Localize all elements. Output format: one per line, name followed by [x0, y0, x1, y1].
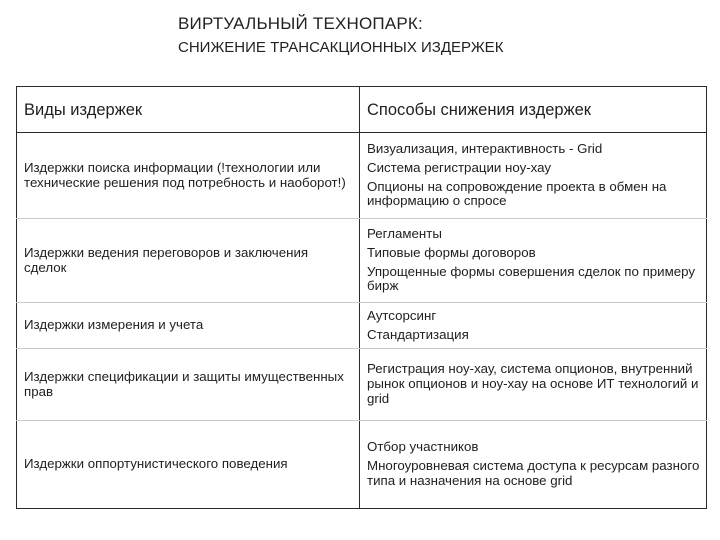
- table-header-row: [17, 87, 707, 133]
- cost-type-cell: Издержки поиска информации (!технологии или технические решения под потребность и наоборот!): [17, 133, 360, 219]
- method-item: Упрощенные формы совершения сделок по примеру бирж: [367, 263, 696, 294]
- table-row: [17, 303, 707, 349]
- methods-cell: [360, 219, 707, 303]
- cost-type-cell: Издержки спецификации и защиты имущественных прав: [17, 349, 360, 421]
- page-title: ВИРТУАЛЬНЫЙ ТЕХНОПАРК:: [178, 14, 423, 33]
- cost-type-cell: Издержки оппортунистического поведения: [17, 421, 360, 509]
- method-item: Система регистрации ноу-хау: [367, 159, 552, 175]
- methods-cell: [360, 421, 707, 509]
- header-cost-types: Виды издержек: [17, 87, 360, 133]
- method-item: Типовые формы договоров: [367, 244, 536, 260]
- costs-table: [16, 86, 707, 509]
- table-row: [17, 133, 707, 219]
- table-row: [17, 349, 707, 421]
- table-row: [17, 219, 707, 303]
- method-item: Визуализация, интерактивность - Grid: [367, 140, 603, 156]
- title-block: [178, 14, 503, 57]
- method-item: Регистрация ноу-хау, система опционов, внутренний рынок опционов и ноу-хау на основе ИТ технологий и grid: [367, 361, 699, 406]
- cost-type-cell: Издержки измерения и учета: [17, 303, 360, 349]
- table-row: [17, 421, 707, 509]
- method-item: Аутсорсинг: [367, 307, 437, 323]
- method-item: Опционы на сопровождение проекта в обмен на информацию о спросе: [367, 178, 667, 209]
- methods-cell: [360, 349, 707, 421]
- method-item: Отбор участников: [367, 439, 479, 455]
- header-reduction-methods: Способы снижения издержек: [360, 87, 707, 133]
- method-item: Стандартизация: [367, 326, 469, 342]
- method-item: Регламенты: [367, 225, 442, 241]
- methods-cell: [360, 303, 707, 349]
- methods-cell: [360, 133, 707, 219]
- method-item: Многоуровневая система доступа к ресурсам разного типа и назначения на основе grid: [367, 458, 700, 488]
- cost-type-cell: Издержки ведения переговоров и заключения сделок: [17, 219, 360, 303]
- page-subtitle: СНИЖЕНИЕ ТРАНСАКЦИОННЫХ ИЗДЕРЖЕК: [178, 39, 504, 56]
